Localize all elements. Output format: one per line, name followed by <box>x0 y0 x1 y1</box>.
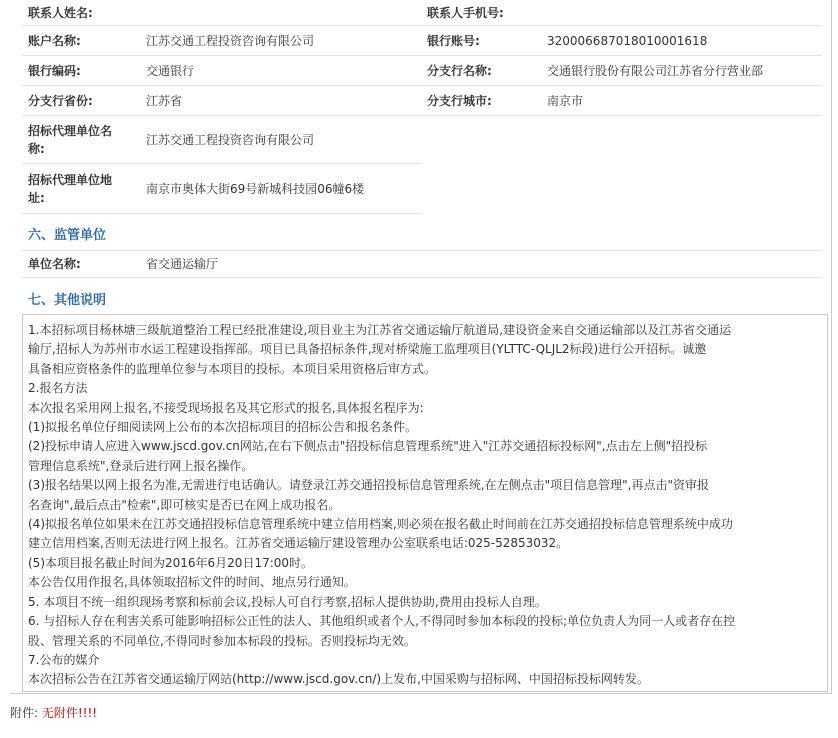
bank-code-label: 银行编码: <box>28 64 81 78</box>
supervision-unit-value: 省交通运输厅 <box>146 257 219 271</box>
notes-line: 管理信息系统",登录后进行网上报名操作。 <box>28 458 254 473</box>
other-section-title: 七、其他说明 <box>28 293 107 308</box>
agency-address-row <box>22 164 422 214</box>
account-number-row <box>422 26 822 56</box>
agency-address-label-line2: 址: <box>28 191 45 205</box>
branch-city-value: 南京市 <box>547 94 584 108</box>
branch-city-label: 分支行城市: <box>427 94 492 108</box>
notes-line: 2.报名方法 <box>28 381 88 396</box>
account-number-label: 银行账号: <box>427 34 480 48</box>
account-name-row <box>22 26 422 56</box>
other-notes-box <box>22 314 828 692</box>
branch-province-value: 江苏省 <box>146 94 183 108</box>
branch-name-value: 交通银行股份有限公司江苏省分行营业部 <box>547 64 764 78</box>
account-number-value: 320006687018010001618 <box>547 33 708 48</box>
notes-line: 7.公布的媒介 <box>28 652 100 667</box>
agency-address-value: 南京市奥体大街69号新城科技园06幢6楼 <box>146 182 365 196</box>
agency-name-label-line1: 招标代理单位名 <box>28 124 113 138</box>
branch-name-label: 分支行名称: <box>427 64 492 78</box>
notes-line: 6. 与招标人存在利害关系可能影响招标公正性的法人、其他组织或者个人,不得同时参加本标段的投标;单位负责人为同一人或者存在控 <box>28 614 736 629</box>
notes-line: 本次报名采用网上报名,不接受现场报名及其它形式的报名,具体报名程序为: <box>28 400 424 415</box>
notes-line: 1.本招标项目杨林塘三级航道整治工程已经批准建设,项目业主为江苏省交通运输厅航道局,建设资金来自交通运输部以及江苏省交通运 <box>28 323 732 337</box>
agency-address-label <box>28 171 112 207</box>
agency-name-value: 江苏交通工程投资咨询有限公司 <box>146 133 315 147</box>
notes-line: (1)拟报名单位仔细阅读网上公布的本次招标项目的招标公告和报名条件。 <box>28 420 418 435</box>
notes-line: 具备相应资格条件的监理单位参与本项目的投标。本项目采用资格后审方式。 <box>28 361 437 376</box>
attachment-value: 无附件!!!! <box>41 706 98 720</box>
agency-address-label-line1: 招标代理单位地 <box>28 173 113 187</box>
agency-name-label-line2: 称: <box>28 142 45 156</box>
contact-phone-row <box>422 0 822 26</box>
notes-line: (2)投标申请人应进入www.jscd.gov.cn网站,在右下侧点击"招投标信息管理系统"进入"江苏交通招标投标网",点击左上侧"招投标 <box>28 439 708 454</box>
notes-line: 5. 本项目不统一组织现场考察和标前会议,投标人可自行考察,招标人提供协助,费用由投标人自理。 <box>28 594 547 609</box>
notes-line: (3)报名结果以网上报名为准,无需进行电话确认。请登录江苏交通招投标信息管理系统,在左侧点击"项目信息管理",再点击"资审报 <box>28 478 710 493</box>
agency-name-label <box>28 122 112 158</box>
notes-line: 输厅,招标人为苏州市水运工程建设指挥部。项目已具备招标条件,现对桥梁施工监理项目(YLTTC-QLJL2标段)进行公开招标。诚邀 <box>28 342 707 357</box>
branch-province-row <box>22 86 422 116</box>
account-name-value: 江苏交通工程投资咨询有限公司 <box>146 34 315 48</box>
notes-line: 名查询",最后点击"检索",即可核实是否已在网上成功报名。 <box>28 497 341 512</box>
supervision-section-title: 六、监管单位 <box>28 228 107 243</box>
branch-city-row <box>422 86 822 116</box>
contact-name-label: 联系人姓名: <box>28 6 93 20</box>
contact-name-row <box>22 0 422 26</box>
notes-line: 本次招标公告在江苏省交通运输厅网站(http://www.jscd.gov.cn/)上发布,中国采购与招标网、中国招标投标网转发。 <box>28 672 649 687</box>
supervision-unit-row <box>22 250 822 278</box>
notes-line: 股、管理关系的不同单位,不得同时参加本标段的投标。否则投标均无效。 <box>28 633 416 648</box>
bank-code-value: 交通银行 <box>146 64 195 78</box>
agency-name-row <box>22 116 422 164</box>
attachment-line <box>10 704 97 721</box>
supervision-unit-label: 单位名称: <box>28 257 81 271</box>
notes-line: (4)拟报名单位如果未在江苏交通招投标信息管理系统中建立信用档案,则必须在报名截止时间前在江苏交通招投标信息管理系统中成功 <box>28 517 733 532</box>
notes-line: (5)本项目报名截止时间为2016年6月20日17:00时。 <box>28 555 314 570</box>
branch-province-label: 分支行省份: <box>28 94 93 108</box>
notes-line: 建立信用档案,否则无法进行网上报名。江苏省交通运输厅建设管理办公室联系电话:025-52853032。 <box>28 536 569 551</box>
account-name-label: 账户名称: <box>28 34 81 48</box>
attachment-label: 附件: <box>10 706 39 720</box>
bank-code-row <box>22 56 422 86</box>
notes-line: 本公告仅用作报名,具体领取招标文件的时间、地点另行通知。 <box>28 575 356 590</box>
contact-phone-label: 联系人手机号: <box>427 6 504 20</box>
branch-name-row <box>422 56 822 86</box>
